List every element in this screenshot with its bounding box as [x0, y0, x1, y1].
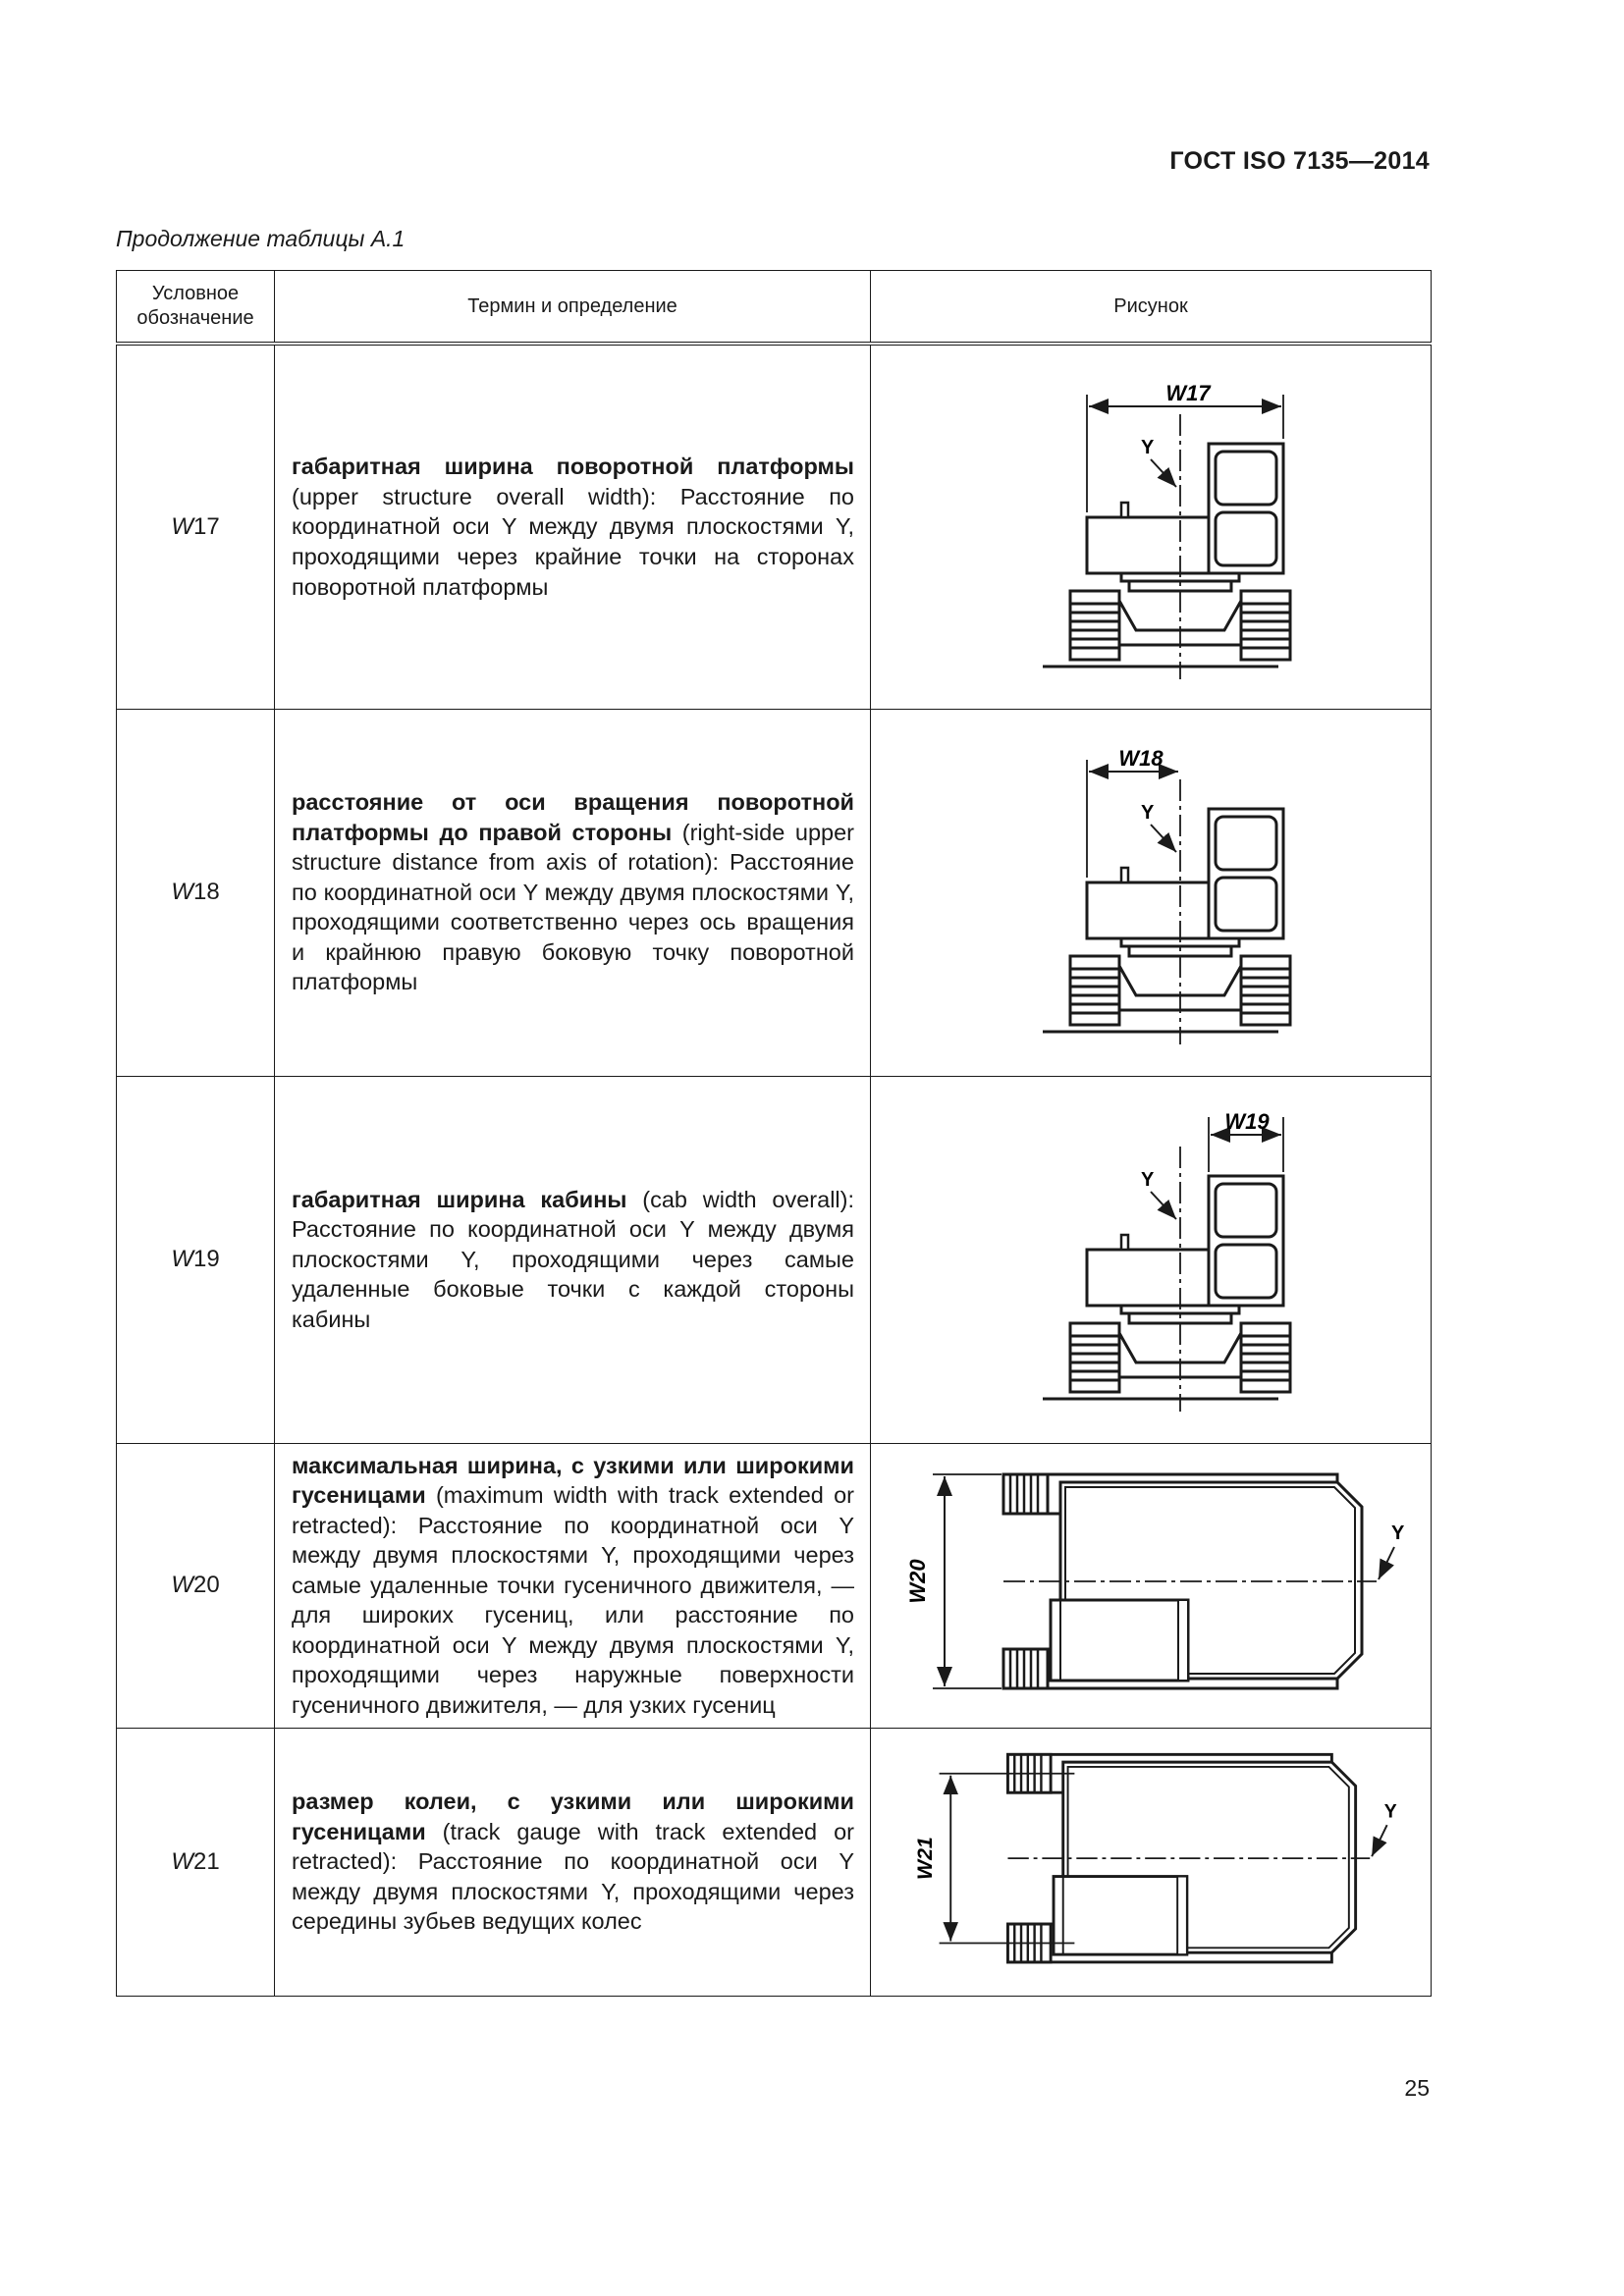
figure-cell	[871, 1728, 1432, 1996]
symbol-cell	[117, 709, 275, 1076]
dimension-label: W19	[1224, 1109, 1270, 1134]
symbol-letter: W	[171, 1572, 193, 1598]
excavator-rear-view-w17-figure	[1003, 365, 1298, 689]
symbol-number: 18	[192, 879, 220, 905]
symbol-letter: W	[171, 512, 193, 540]
figure-cell	[871, 1443, 1432, 1728]
term: габаритная ширина поворотной платформы	[292, 454, 854, 480]
definition-cell	[275, 709, 871, 1076]
symbol-cell	[117, 1728, 275, 1996]
definition-cell	[275, 1728, 871, 1996]
definition-text: (upper structure overall width): Расстояние по координатной оси Y между двумя плоскостями Y, проходящими через крайние точки на сторонах поворотной платформы	[292, 483, 854, 600]
symbol-letter: W	[171, 1847, 193, 1875]
dimension-label: W20	[905, 1559, 930, 1604]
column-header-symbol: Условное обозначение	[117, 271, 275, 345]
dimension-label: W21	[912, 1836, 937, 1880]
definition-text: (right-side upper structure distance from axis of rotation): Расстояние по координатной оси Y между двумя плоскостями Y, проходящими соответственно через ось вращения и крайнюю правую боковую точку поворотной платформы	[292, 819, 854, 995]
excavator-rear-view-w19-figure	[1003, 1097, 1298, 1421]
column-header-figure: Рисунок	[871, 271, 1432, 345]
definitions-table	[116, 270, 1432, 1997]
symbol-number: 19	[192, 1246, 220, 1272]
definition-cell	[275, 1443, 871, 1728]
term: максимальная ширина, с узкими или широкими гусеницами	[292, 1452, 854, 1509]
symbol-cell	[117, 1076, 275, 1443]
axis-label: Y	[1141, 436, 1155, 458]
symbol-cell	[117, 1443, 275, 1728]
definition-text: (cab width overall): Расстояние по координатной оси Y между двумя плоскостями Y, проходящими через самые удаленные боковые точки с каждой стороны кабины	[292, 1186, 854, 1332]
definition-cell	[275, 1076, 871, 1443]
symbol-number: 20	[192, 1572, 220, 1598]
column-header-term: Термин и определение	[275, 271, 871, 345]
axis-label: Y	[1383, 1799, 1397, 1822]
symbol-number: 21	[192, 1847, 220, 1875]
definition-text: (maximum width with track extended or retracted): Расстояние по координатной оси Y между двумя плоскостями Y, проходящими через самые удаленные точки гусеничного движителя, — для широких гусениц, или расстояние по координатной оси Y между двумя плоскостями Y, проходящими через наружные поверхности гусеничного движителя, — для узких гусениц	[292, 1482, 854, 1718]
table-row	[117, 709, 1432, 1076]
symbol-letter: W	[171, 879, 193, 905]
table-caption: Продолжение таблицы А.1	[116, 226, 406, 251]
track-plan-view-w21-figure	[886, 1734, 1416, 1991]
term: расстояние от оси вращения поворотной платформы до правой стороны	[292, 789, 854, 845]
figure-cell	[871, 1076, 1432, 1443]
table-row	[117, 1728, 1432, 1996]
table-row	[117, 344, 1432, 709]
term: размер колеи, с узкими или широкими гусеницами	[292, 1789, 854, 1844]
axis-label: Y	[1141, 802, 1155, 824]
excavator-rear-view-w18-figure	[1003, 730, 1298, 1054]
document-header: ГОСТ ISO 7135—2014	[1169, 147, 1430, 175]
definition-cell	[275, 344, 871, 709]
axis-label: Y	[1141, 1169, 1155, 1191]
term: габаритная ширина кабины	[292, 1186, 627, 1212]
definition-text: (track gauge with track extended or retracted): Расстояние по координатной оси Y между двумя плоскостями Y, проходящими через середины зубьев ведущих колес	[292, 1818, 854, 1935]
symbol-letter: W	[171, 1246, 193, 1272]
symbol-cell	[117, 344, 275, 709]
table-row	[117, 1443, 1432, 1728]
table-row	[117, 1076, 1432, 1443]
dimension-label: W17	[1165, 380, 1211, 405]
figure-cell	[871, 709, 1432, 1076]
figure-cell	[871, 344, 1432, 709]
dimension-label: W18	[1118, 746, 1164, 771]
axis-label: Y	[1391, 1522, 1405, 1544]
page-number: 25	[1404, 2075, 1430, 2101]
table-header-row	[117, 271, 1432, 345]
symbol-number: 17	[192, 512, 220, 540]
track-plan-view-w20-figure	[886, 1453, 1416, 1718]
